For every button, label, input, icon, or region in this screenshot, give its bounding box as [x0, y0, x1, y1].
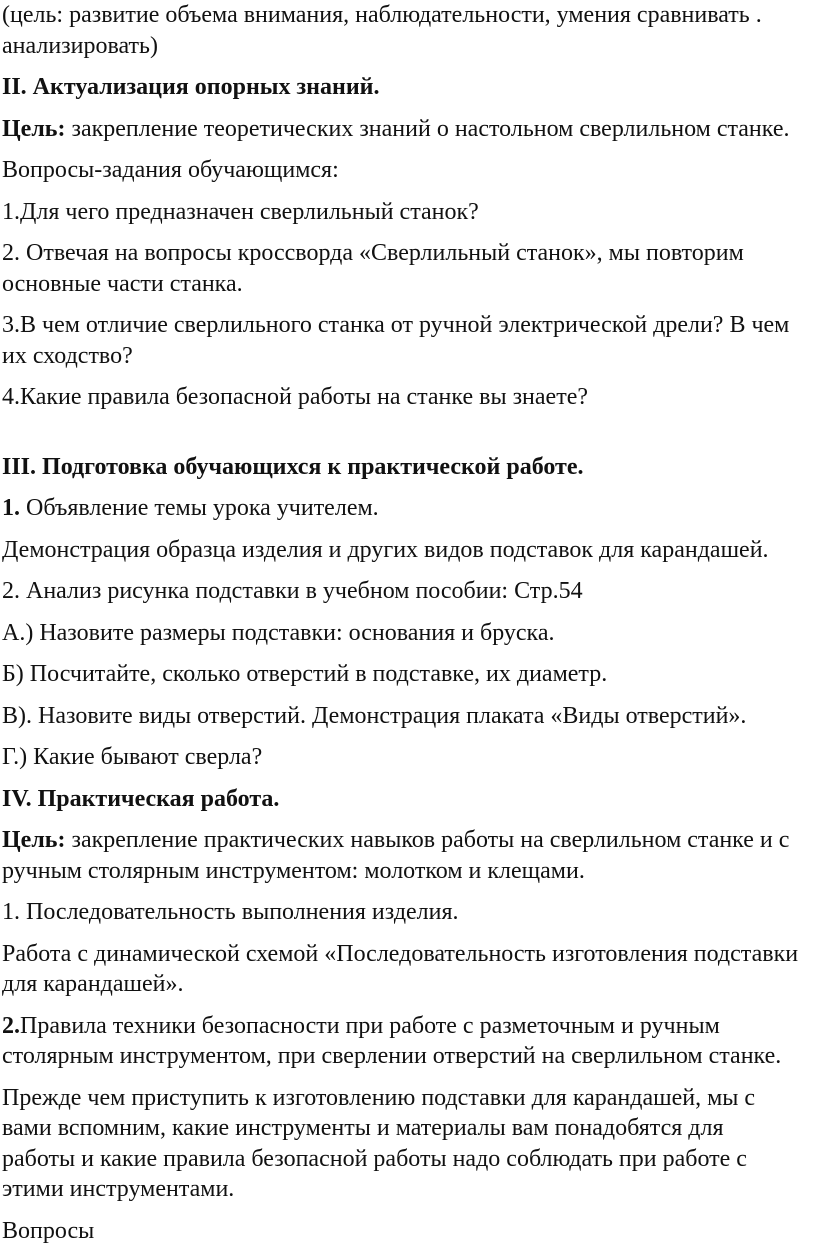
- line-text: Объявление темы урока учителем.: [20, 495, 379, 521]
- text-line: [2, 784, 816, 815]
- paragraph: [2, 197, 816, 228]
- line-text: анализировать): [2, 32, 158, 59]
- text-line: [2, 825, 816, 856]
- section-heading: [2, 784, 816, 815]
- text-line: [2, 341, 816, 372]
- paragraph: [2, 382, 816, 413]
- line-text: А.) Назовите размеры подставки: основания и бруска.: [2, 619, 555, 646]
- empty-paragraph: [2, 424, 816, 452]
- text-line: [2, 1174, 816, 1205]
- paragraph: [2, 493, 816, 524]
- line-text: IV. Практическая работа.: [2, 785, 280, 812]
- text-line: [2, 310, 816, 341]
- line-text: этими инструментами.: [2, 1176, 235, 1202]
- paragraph: [2, 0, 816, 61]
- line-text: работы и какие правила безопасной работы надо соблюдать при работе с: [2, 1145, 747, 1172]
- text-line: [2, 701, 816, 732]
- paragraph: [2, 1216, 816, 1247]
- line-text: 3.В чем отличие сверлильного станка от ручной электрической дрели? В чем: [2, 312, 790, 338]
- line-text: Демонстрация образца изделия и других видов подставок для карандашей.: [2, 536, 769, 563]
- line-text: Б) Посчитайте, сколько отверстий в подставке, их диаметр.: [2, 661, 608, 687]
- text-line: [2, 31, 816, 62]
- text-line: [2, 452, 816, 483]
- line-text: В). Назовите виды отверстий. Демонстрация плаката «Виды отверстий».: [2, 702, 747, 729]
- text-line: [2, 114, 816, 145]
- line-text: III. Подготовка обучающихся к практической работе.: [2, 453, 584, 480]
- line-text: II. Актуализация опорных знаний.: [2, 74, 380, 100]
- line-text: ручным столярным инструментом: молотком и клещами.: [2, 857, 585, 884]
- paragraph: [2, 742, 816, 773]
- line-text: их сходство?: [2, 342, 133, 369]
- text-line: [2, 897, 816, 928]
- document-body: [2, 0, 816, 1257]
- text-line: [2, 1041, 816, 1072]
- text-line: [2, 939, 816, 970]
- line-text: закрепление практических навыков работы на сверлильном станке и с: [65, 827, 790, 853]
- line-text: 2. Отвечая на вопросы кроссворда «Сверлильный станок», мы повторим: [2, 240, 744, 266]
- paragraph: [2, 310, 816, 371]
- text-line: [2, 659, 816, 690]
- paragraph: [2, 155, 816, 186]
- bold-label: 2.: [2, 1012, 20, 1039]
- line-text: закрепление теоретических знаний о настольном сверлильном станке.: [65, 115, 790, 142]
- text-line: [2, 1083, 816, 1114]
- text-line: [2, 238, 816, 269]
- line-text: Вопросы-задания обучающимся:: [2, 157, 339, 183]
- bold-label: Цель:: [2, 115, 66, 142]
- paragraph: [2, 114, 816, 145]
- paragraph: [2, 939, 816, 1000]
- paragraph: [2, 825, 816, 886]
- section-heading: [2, 452, 816, 483]
- section-heading: [2, 72, 816, 103]
- paragraph: [2, 618, 816, 649]
- paragraph: [2, 535, 816, 566]
- text-line: [2, 576, 816, 607]
- line-text: 4.Какие правила безопасной работы на станке вы знаете?: [2, 384, 588, 410]
- paragraph: [2, 701, 816, 732]
- paragraph: [2, 1011, 816, 1072]
- text-line: [2, 493, 816, 524]
- line-text: 2. Анализ рисунка подставки в учебном пособии: Стр.54: [2, 578, 583, 604]
- text-line: [2, 618, 816, 649]
- paragraph: [2, 659, 816, 690]
- text-line: [2, 1216, 816, 1247]
- paragraph: [2, 1083, 816, 1205]
- bold-label: 1.: [2, 495, 20, 521]
- line-text: Прежде чем приступить к изготовлению подставки для карандашей, мы с: [2, 1084, 756, 1111]
- text-line: [2, 1011, 816, 1042]
- text-line: [2, 1113, 816, 1144]
- text-line: [2, 155, 816, 186]
- line-text: 1. Последовательность выполнения изделия.: [2, 899, 459, 925]
- text-line: [2, 72, 816, 103]
- text-line: [2, 742, 816, 773]
- line-text: для карандашей».: [2, 971, 184, 997]
- line-text: Г.) Какие бывают сверла?: [2, 744, 263, 770]
- line-text: основные части станка.: [2, 270, 243, 297]
- line-text: Правила техники безопасности при работе с разметочным и ручным: [20, 1012, 720, 1039]
- text-line: [2, 856, 816, 887]
- line-text: вами вспомним, какие инструменты и материалы вам понадобятся для: [2, 1115, 724, 1141]
- line-text: Вопросы: [2, 1217, 95, 1244]
- text-line: [2, 969, 816, 1000]
- line-text: столярным инструментом, при сверлении отверстий на сверлильном станке.: [2, 1043, 782, 1069]
- paragraph: [2, 238, 816, 299]
- text-line: [2, 382, 816, 413]
- paragraph: [2, 897, 816, 928]
- text-line: [2, 535, 816, 566]
- text-line: [2, 1144, 816, 1175]
- text-line: [2, 269, 816, 300]
- line-text: 1.Для чего предназначен сверлильный станок?: [2, 198, 479, 225]
- paragraph: [2, 576, 816, 607]
- text-line: [2, 0, 816, 31]
- text-line: [2, 197, 816, 228]
- line-text: Работа с динамической схемой «Последовательность изготовления подставки: [2, 940, 799, 967]
- bold-label: Цель:: [2, 827, 66, 853]
- line-text: (цель: развитие объема внимания, наблюдательности, умения сравнивать .: [2, 2, 762, 28]
